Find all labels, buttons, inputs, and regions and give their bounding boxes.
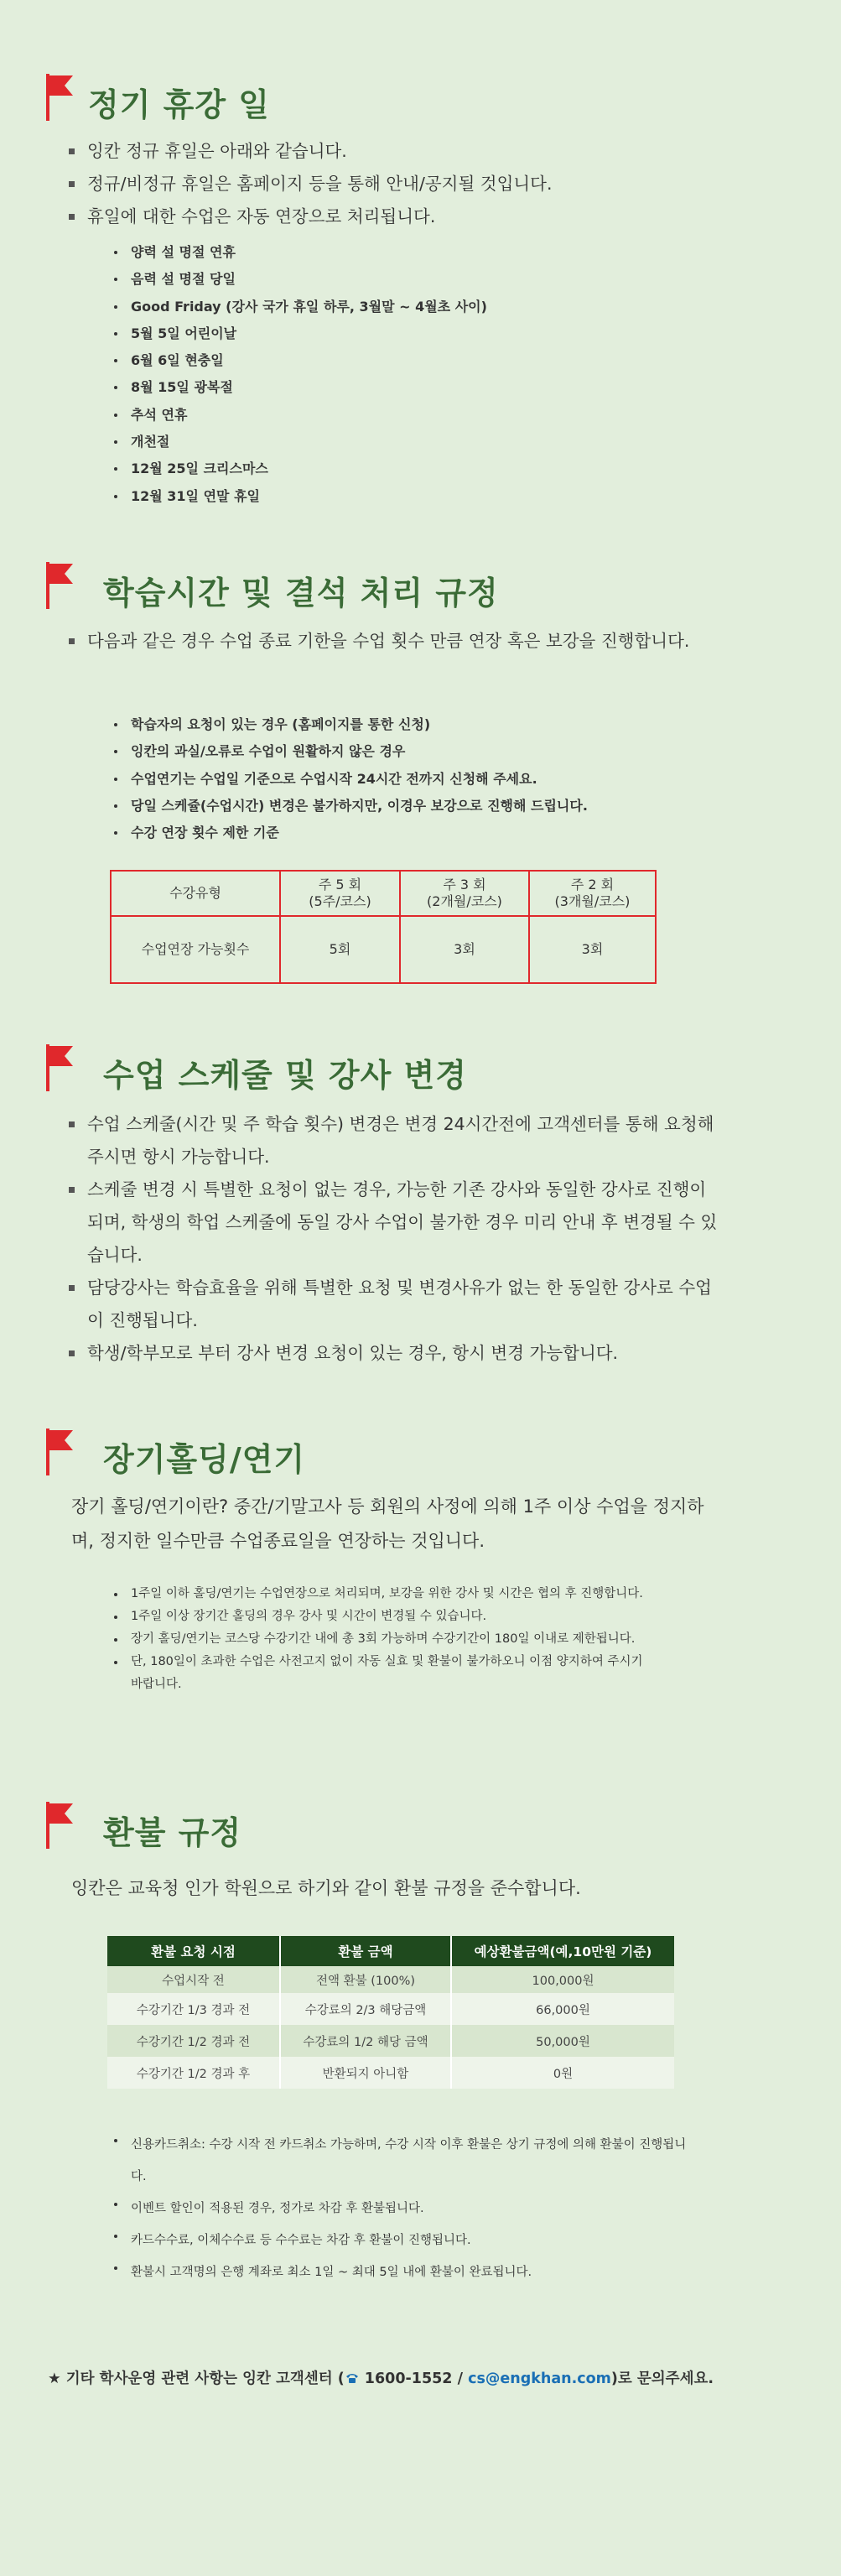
list-item: 잉칸 정규 휴일은 아래와 같습니다. [69,135,553,168]
list-item: 1주일 이상 장기간 홀딩의 경우 강사 및 시간이 변경될 수 있습니다. [111,1605,647,1628]
list-item: 학습자의 요청이 있는 경우 (홈페이지를 통한 신청) [111,711,588,738]
table-cell: 100,000원 [451,1966,674,1993]
section-title: 환불 규정 [103,1814,242,1851]
table-cell: 3회 [529,916,656,983]
table-header-cell: 수강유형 [111,871,280,916]
list-item: 12월 25일 크리스마스 [111,455,487,482]
footer-contact [48,2367,714,2388]
table-cell: 전액 환불 (100%) [280,1966,451,1993]
list-item: 개천절 [111,429,487,455]
flag-icon [46,1802,75,1849]
table-header-cell: 환불 금액 [280,1936,451,1966]
table-row [107,2057,674,2089]
list-item: 학생/학부모로 부터 강사 변경 요청이 있는 경우, 항시 변경 가능합니다. [69,1337,723,1370]
table-cell: 66,000원 [451,1993,674,2025]
list-item: 1주일 이하 홀딩/연기는 수업연장으로 처리되며, 보강을 위한 강사 및 시간은 협의 후 진행합니다. [111,1583,647,1605]
flag-icon [46,1044,75,1091]
list-item: 휴일에 대한 수업은 자동 연장으로 처리됩니다. [69,200,553,233]
refund-table [107,1936,674,2089]
list-item: 8월 15일 광복절 [111,374,487,401]
footer-phone: 1600-1552 / [359,2370,469,2387]
list-item: Good Friday (강사 국가 휴일 하루, 3월말 ~ 4월초 사이) [111,294,487,320]
table-cell: 50,000원 [451,2025,674,2057]
table-cell: 반환되지 아니함 [280,2057,451,2089]
table-cell: 0원 [451,2057,674,2089]
footer-prefix: ★ 기타 학사운영 관련 사항는 잉칸 고객센터 ( [48,2370,345,2387]
list-item: 다음과 같은 경우 수업 종료 기한을 수업 횟수 만큼 연장 혹은 보강을 진행합니다. [69,625,723,658]
table-cell: 수강기간 1/2 경과 전 [107,2025,280,2057]
section-title: 장기홀딩/연기 [103,1441,306,1478]
table-cell: 수강기간 1/3 경과 전 [107,1993,280,2025]
list-item: 수강 연장 횟수 제한 기준 [111,820,588,846]
table-header-cell: 주 2 회 (3개월/코스) [529,871,656,916]
table-header-cell: 환불 요청 시점 [107,1936,280,1966]
flag-icon [46,562,75,609]
list-item: 정규/비정규 휴일은 홈페이지 등을 통해 안내/공지될 것입니다. [69,168,553,200]
flag-icon [46,1429,75,1475]
list-item: 추석 연휴 [111,402,487,429]
extension-limit-table [110,870,657,984]
list-item: 스케줄 변경 시 특별한 요청이 없는 경우, 가능한 기존 강사와 동일한 강사로 진행이 되며, 학생의 학업 스케줄에 동일 강사 수업이 불가한 경우 미리 안내 후 변경될 수 있습니다. [69,1174,723,1272]
list-item: 수업연기는 수업일 기준으로 수업시작 24시간 전까지 신청해 주세요. [111,766,588,793]
table-row [107,1993,674,2025]
table-cell: 3회 [400,916,529,983]
list-item: 음력 설 명절 당일 [111,266,487,293]
list-item: 12월 31일 연말 휴일 [111,483,487,510]
table-cell: 수업시작 전 [107,1966,280,1993]
table-row [107,1966,674,1993]
holiday-days-list [111,239,487,510]
table-cell: 수강료의 1/2 해당 금액 [280,2025,451,2057]
table-header-cell: 예상환불금액(예,10만원 기준) [451,1936,674,1966]
absence-list [69,625,723,658]
hold-list [111,1583,647,1696]
holiday-list [69,135,553,233]
hold-intro: 장기 홀딩/연기이란? 중간/기말고사 등 회원의 사정에 의해 1주 이상 수업을 정지하며, 정지한 일수만큼 수업종료일을 연장하는 것입니다. [71,1496,704,1551]
refund-notes-list [111,2129,689,2288]
list-item: 장기 홀딩/연기는 코스당 수강기간 내에 총 3회 가능하며 수강기간이 180일 이내로 제한됩니다. [111,1628,647,1651]
table-header-cell: 주 3 회 (2개월/코스) [400,871,529,916]
list-item: 담당강사는 학습효율을 위해 특별한 요청 및 변경사유가 없는 한 동일한 강사로 수업이 진행됩니다. [69,1272,723,1337]
table-cell: 수업연장 가능횟수 [111,916,280,983]
table-header-cell: 주 5 회 (5주/코스) [280,871,400,916]
list-item: 단, 180일이 초과한 수업은 사전고지 없이 자동 실효 및 환불이 불가하오니 이점 양지하여 주시기 바랍니다. [111,1651,647,1696]
list-item: 5월 5일 어린이날 [111,320,487,347]
list-item: 양력 설 명절 연휴 [111,239,487,266]
list-item: 수업 스케줄(시간 및 주 학습 횟수) 변경은 변경 24시간전에 고객센터를 통해 요청해 주시면 항시 가능합니다. [69,1108,723,1174]
section-title: 학습시간 및 결석 처리 규정 [103,575,499,611]
absence-cases-list [111,711,588,846]
section-title: 정기 휴강 일 [88,86,270,123]
section-title: 수업 스케줄 및 강사 변경 [103,1057,467,1094]
table-cell: 5회 [280,916,400,983]
flag-icon [46,74,75,121]
footer-suffix: )로 문의주세요. [610,2370,714,2387]
list-item: 환불시 고객명의 은행 계좌로 최소 1일 ~ 최대 5일 내에 환불이 완료됩니다. [111,2256,689,2288]
list-item: 당일 스케쥴(수업시간) 변경은 불가하지만, 이경우 보강으로 진행해 드립니다. [111,793,588,820]
table-cell: 수강료의 2/3 해당금액 [280,1993,451,2025]
list-item: 신용카드취소: 수강 시작 전 카드취소 가능하며, 수강 시작 이후 환불은 상기 규정에 의해 환불이 진행됩니다. [111,2129,689,2193]
table-cell: 수강기간 1/2 경과 후 [107,2057,280,2089]
phone-icon [345,2372,360,2384]
refund-intro: 잉칸은 교육청 인가 학원으로 하기와 같이 환불 규정을 준수합니다. [71,1878,581,1898]
list-item: 카드수수료, 이체수수료 등 수수료는 차감 후 환불이 진행됩니다. [111,2225,689,2256]
support-email-link[interactable]: cs@engkhan.com [468,2370,611,2387]
table-row [107,2025,674,2057]
list-item: 이벤트 할인이 적용된 경우, 정가로 차감 후 환불됩니다. [111,2193,689,2225]
list-item: 6월 6일 현충일 [111,347,487,374]
schedule-list [69,1108,723,1370]
list-item: 잉칸의 과실/오류로 수업이 원활하지 않은 경우 [111,738,588,765]
